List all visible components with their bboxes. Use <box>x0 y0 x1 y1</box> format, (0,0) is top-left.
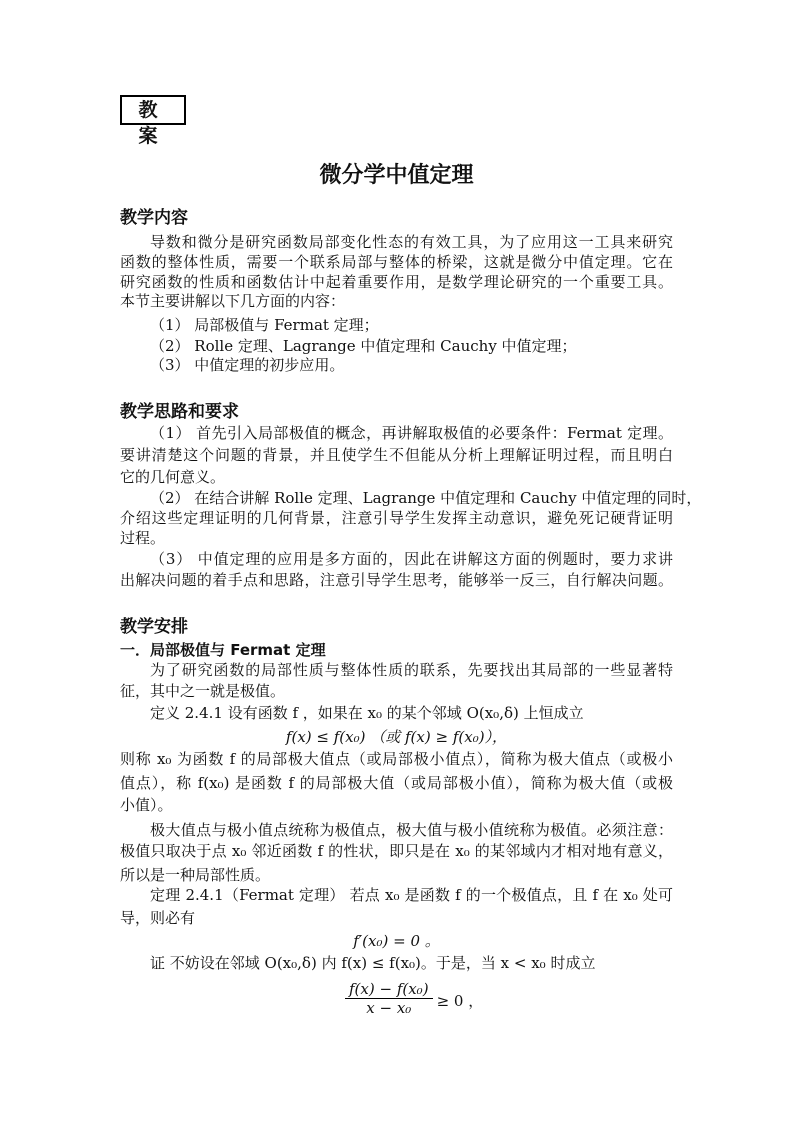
paragraph-line: 导数和微分是研究函数局部变化性态的有效工具，为了应用这一工具来研究 <box>150 233 673 251</box>
paragraph-line: 所以是一种局部性质。 <box>120 866 271 884</box>
paragraph-line: 值点），称 f(x₀) 是函数 f 的局部极大值（或局部极小值），简称为极大值（或极 <box>120 774 673 792</box>
paragraph-line: 极大值点与极小值点统称为极值点，极大值与极小值统称为极值。必须注意： <box>150 821 673 839</box>
paragraph-line: 介绍这些定理证明的几何背景，注意引导学生发挥主动意识，避免死记硬背证明 <box>120 509 673 527</box>
fraction-formula <box>345 980 484 1017</box>
list-item: （2） Rolle 定理、Lagrange 中值定理和 Cauchy 中值定理； <box>150 337 577 355</box>
definition-line: 定义 2.4.1 设有函数 f ，如果在 x₀ 的某个邻域 O(x₀,δ) 上恒成立 <box>150 704 584 722</box>
list-item: （3） 中值定理的初步应用。 <box>150 356 345 374</box>
paragraph-line: 为了研究函数的局部性质与整体性质的联系，先要找出其局部的一些显著特 <box>150 661 673 679</box>
fraction-numerator: f(x) − f(x₀) <box>345 980 433 999</box>
fraction-inequality: ≥ 0 ， <box>436 992 484 1010</box>
page-title: 微分学中值定理 <box>319 163 474 188</box>
subsection-heading: 一．局部极值与 Fermat 定理 <box>120 641 326 659</box>
paragraph-line: 要讲清楚这个问题的背景，并且使学生不但能从分析上理解证明过程，而且明白 <box>120 446 673 464</box>
fraction-denominator: x − x₀ <box>366 999 412 1017</box>
paragraph-line: 本节主要讲解以下几方面的内容： <box>120 292 346 310</box>
paragraph-line: 征，其中之一就是极值。 <box>120 682 286 700</box>
paragraph-line: 极值只取决于点 x₀ 邻近函数 f 的性状，即只是在 x₀ 的某邻域内才相对地有意义， <box>120 842 673 860</box>
paragraph-line: 则称 x₀ 为函数 f 的局部极大值点（或局部极小值点），简称为极大值点（或极小 <box>120 750 673 768</box>
paragraph-line: 小值）。 <box>120 796 173 814</box>
list-item: （1） 局部极值与 Fermat 定理； <box>150 316 379 334</box>
paragraph-line: （2） 在结合讲解 Rolle 定理、Lagrange 中值定理和 Cauchy 中值定理的同时， <box>150 489 702 507</box>
paragraph-line: （1） 首先引入局部极值的概念，再讲解取极值的必要条件：Fermat 定理。 <box>150 424 673 442</box>
formula: f(x) ≤ f(x₀) （或 f(x) ≥ f(x₀)）， <box>285 728 508 746</box>
paragraph-line: 研究函数的性质和函数估计中起着重要作用，是数学理论研究的一个重要工具。 <box>120 273 673 291</box>
paragraph-line: 函数的整体性质，需要一个联系局部与整体的桥梁，这就是微分中值定理。它在 <box>120 253 673 271</box>
paragraph-line: 导，则必有 <box>120 909 196 927</box>
theorem-line: 定理 2.4.1（Fermat 定理） 若点 x₀ 是函数 f 的一个极值点，且 f 在 x₀ 处可 <box>150 886 673 904</box>
proof-line: 证 不妨设在邻域 O(x₀,δ) 内 f(x) ≤ f(x₀)。于是，当 x < x₀ 时成立 <box>150 954 596 972</box>
section-heading-arrangement: 教学安排 <box>120 617 188 637</box>
paragraph-line: （3） 中值定理的应用是多方面的，因此在讲解这方面的例题时，要力求讲 <box>150 550 673 568</box>
paragraph-line: 它的几何意义。 <box>120 468 226 486</box>
section-heading-content: 教学内容 <box>120 208 188 228</box>
paragraph-line: 出解决问题的着手点和思路，注意引导学生思考，能够举一反三，自行解决问题。 <box>120 571 673 589</box>
lesson-plan-box: 教 案 <box>120 95 186 125</box>
formula: f′(x₀) = 0 。 <box>353 932 440 950</box>
section-heading-approach: 教学思路和要求 <box>120 402 239 422</box>
paragraph-line: 过程。 <box>120 529 166 547</box>
